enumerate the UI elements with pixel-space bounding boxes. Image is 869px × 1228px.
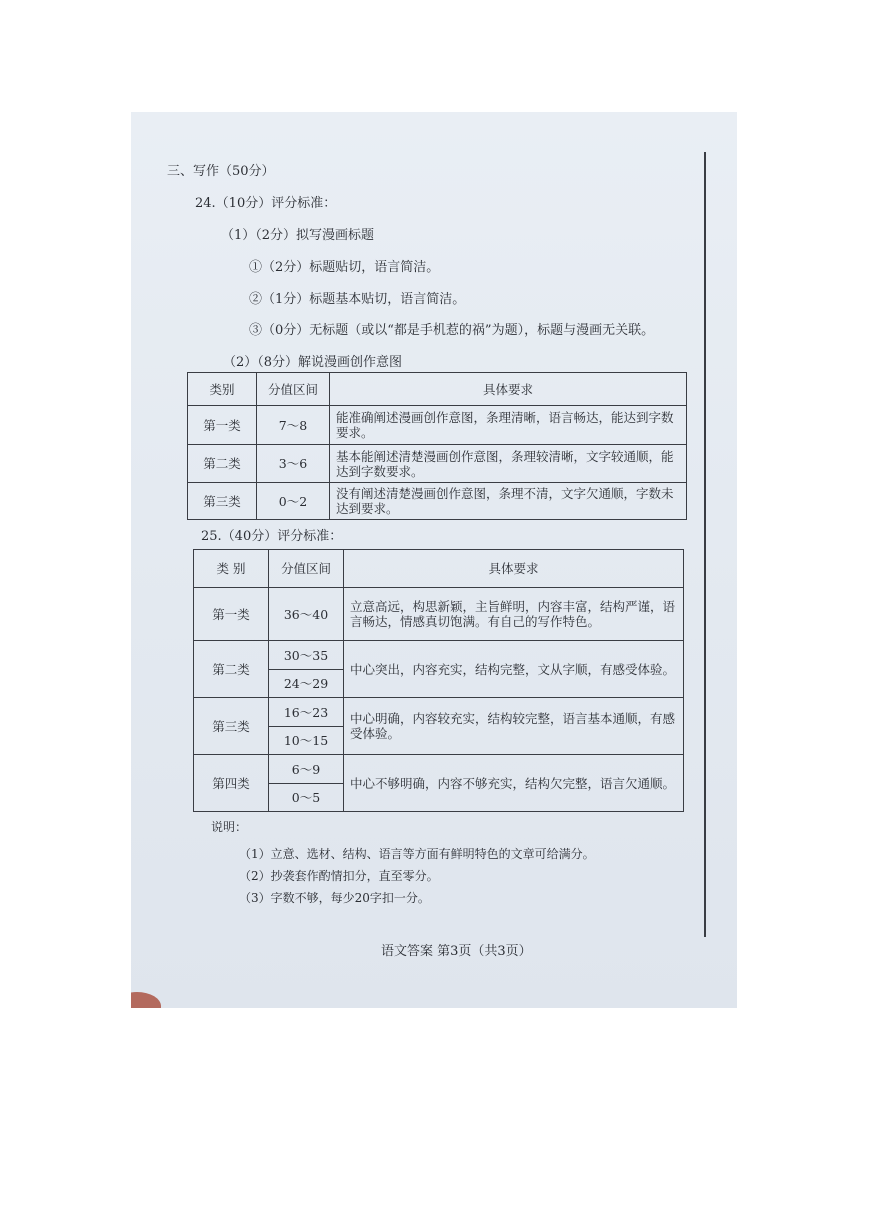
notes-title: 说明：	[211, 820, 248, 834]
requirement-cell: 中心明确，内容较充实，结构较完整，语言基本通顺，有感受体验。	[344, 698, 684, 755]
category-cell: 第三类	[188, 483, 257, 520]
requirement-cell: 基本能阐述清楚漫画创作意图，条理较清晰，文字较通顺，能达到字数要求。	[330, 445, 687, 483]
table-row	[188, 483, 687, 520]
category-cell: 第二类	[194, 641, 269, 698]
note-item: （1）立意、选材、结构、语言等方面有鲜明特色的文章可给满分。	[239, 847, 595, 861]
q24-part2-title: （2）（8分）解说漫画创作意图	[223, 355, 403, 370]
table-header: 类别	[188, 373, 257, 406]
right-margin-line	[704, 152, 706, 937]
table-row	[188, 406, 687, 445]
table-row	[188, 445, 687, 483]
table-row	[194, 641, 684, 670]
section-title: 三、写作（50分）	[167, 164, 275, 179]
table-row	[194, 588, 684, 641]
requirement-cell: 中心突出，内容充实，结构完整，文从字顺，有感受体验。	[344, 641, 684, 698]
requirement-cell: 能准确阐述漫画创作意图，条理清晰，语言畅达，能达到字数要求。	[330, 406, 687, 445]
range-cell: 6～9	[269, 755, 344, 784]
requirement-cell: 中心不够明确，内容不够充实，结构欠完整，语言欠通顺。	[344, 755, 684, 812]
q24-part1-title: （1）（2分）拟写漫画标题	[221, 228, 375, 243]
category-cell: 第一类	[194, 588, 269, 641]
finger-in-photo	[131, 992, 161, 1008]
note-item: （3）字数不够，每少20字扣一分。	[239, 891, 430, 905]
category-cell: 第四类	[194, 755, 269, 812]
range-cell: 0～2	[257, 483, 330, 520]
q24-part1-item: ②（1分）标题基本贴切，语言简洁。	[249, 292, 466, 307]
range-cell: 16～23	[269, 698, 344, 727]
range-cell: 0～5	[269, 784, 344, 812]
q24-scoring-table	[187, 372, 687, 520]
q25-scoring-table	[193, 549, 684, 812]
table-header: 具体要求	[344, 550, 684, 588]
range-cell: 10～15	[269, 727, 344, 755]
category-cell: 第三类	[194, 698, 269, 755]
q24-header: 24.（10分）评分标准：	[195, 196, 337, 211]
scanned-page-photo	[131, 112, 737, 1008]
q24-part1-item: ③（0分）无标题（或以“都是手机惹的祸”为题），标题与漫画无关联。	[249, 323, 655, 338]
table-header: 类 别	[194, 550, 269, 588]
q25-header: 25.（40分）评分标准：	[201, 529, 343, 544]
category-cell: 第一类	[188, 406, 257, 445]
table-header: 分值区间	[257, 373, 330, 406]
category-cell: 第二类	[188, 445, 257, 483]
table-row	[194, 698, 684, 727]
requirement-cell: 立意高远，构思新颖，主旨鲜明，内容丰富，结构严谨，语言畅达，情感真切饱满。有自己的写作特色。	[344, 588, 684, 641]
note-item: （2）抄袭套作酌情扣分，直至零分。	[239, 869, 439, 883]
range-cell: 30～35	[269, 641, 344, 670]
table-header: 具体要求	[330, 373, 687, 406]
table-header: 分值区间	[269, 550, 344, 588]
range-cell: 24～29	[269, 670, 344, 698]
range-cell: 7～8	[257, 406, 330, 445]
page-footer: 语文答案 第3页（共3页）	[381, 944, 532, 959]
q24-part1-item: ①（2分）标题贴切，语言简洁。	[249, 260, 440, 275]
range-cell: 3～6	[257, 445, 330, 483]
table-row	[194, 755, 684, 784]
range-cell: 36～40	[269, 588, 344, 641]
requirement-cell: 没有阐述清楚漫画创作意图，条理不清，文字欠通顺，字数未达到要求。	[330, 483, 687, 520]
